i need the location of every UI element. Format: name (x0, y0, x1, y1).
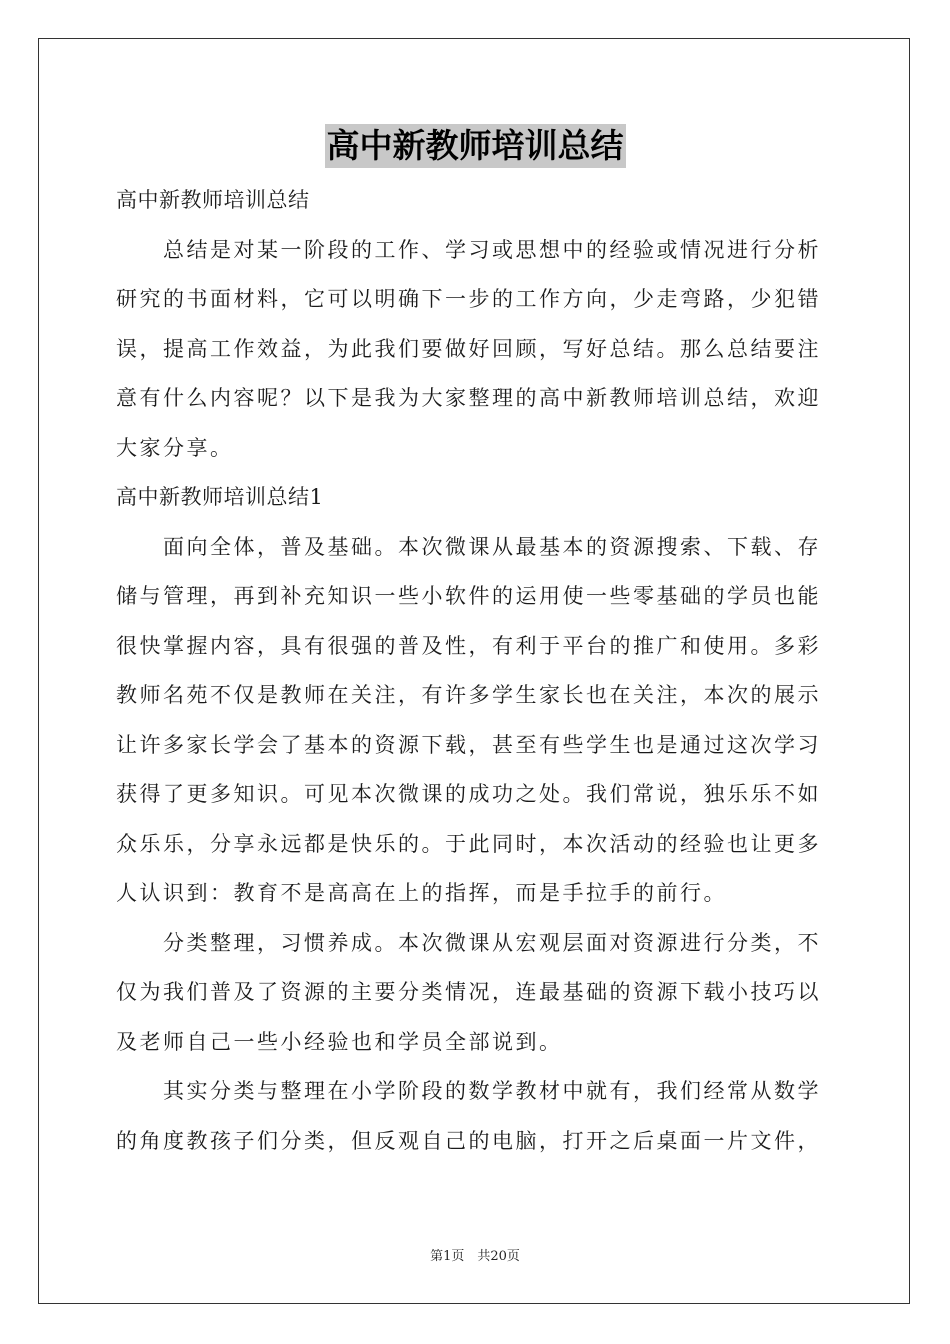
body-text-line: 总结是对某一阶段的工作、学习或思想中的经验或情况进行分析 (116, 237, 821, 262)
body-text-line: 误，提高工作效益，为此我们要做好回顾，写好总结。那么总结要注 (116, 336, 821, 361)
body-text-line: 人认识到：教育不是高高在上的指挥，而是手拉手的前行。 (116, 881, 727, 905)
document-title: 高中新教师培训总结 (325, 124, 626, 168)
body-text-line: 意有什么内容呢？以下是我为大家整理的高中新教师培训总结，欢迎 (116, 386, 821, 410)
section-heading: 高中新教师培训总结 (116, 188, 310, 212)
title-area (0, 124, 950, 168)
body-text-line: 研究的书面材料，它可以明确下一步的工作方向，少走弯路，少犯错 (116, 287, 821, 311)
body-text-line: 及老师自己一些小经验也和学员全部说到。 (116, 1029, 563, 1054)
body-text-line: 让许多家长学会了基本的资源下载，甚至有些学生也是通过这次学习 (116, 732, 821, 757)
body-text-line: 教师名苑不仅是教师在关注，有许多学生家长也在关注，本次的展示 (116, 683, 821, 707)
body-text-line: 其实分类与整理在小学阶段的数学教材中就有，我们经常从数学 (116, 1079, 821, 1103)
body-text-line: 的角度教孩子们分类，但反观自己的电脑，打开之后桌面一片文件， (116, 1128, 821, 1153)
body-text-line: 分类整理，习惯养成。本次微课从宏观层面对资源进行分类，不 (116, 930, 821, 955)
body-text-line: 大家分享。 (116, 435, 234, 460)
document-body (116, 176, 834, 1166)
body-text-line: 仅为我们普及了资源的主要分类情况，连最基础的资源下载小技巧以 (116, 980, 821, 1004)
body-text-line: 储与管理，再到补充知识一些小软件的运用使一些零基础的学员也能 (116, 584, 821, 608)
body-text-line: 众乐乐，分享永远都是快乐的。于此同时，本次活动的经验也让更多 (116, 831, 821, 856)
section-heading: 高中新教师培训总结1 (116, 485, 324, 509)
body-text-line: 很快掌握内容，具有很强的普及性，有利于平台的推广和使用。多彩 (116, 633, 821, 658)
body-text-line: 面向全体，普及基础。本次微课从最基本的资源搜索、下载、存 (116, 534, 821, 559)
page-footer: 第1页 共20页 (430, 1249, 520, 1264)
body-text-line: 获得了更多知识。可见本次微课的成功之处。我们常说，独乐乐不如 (116, 782, 821, 806)
